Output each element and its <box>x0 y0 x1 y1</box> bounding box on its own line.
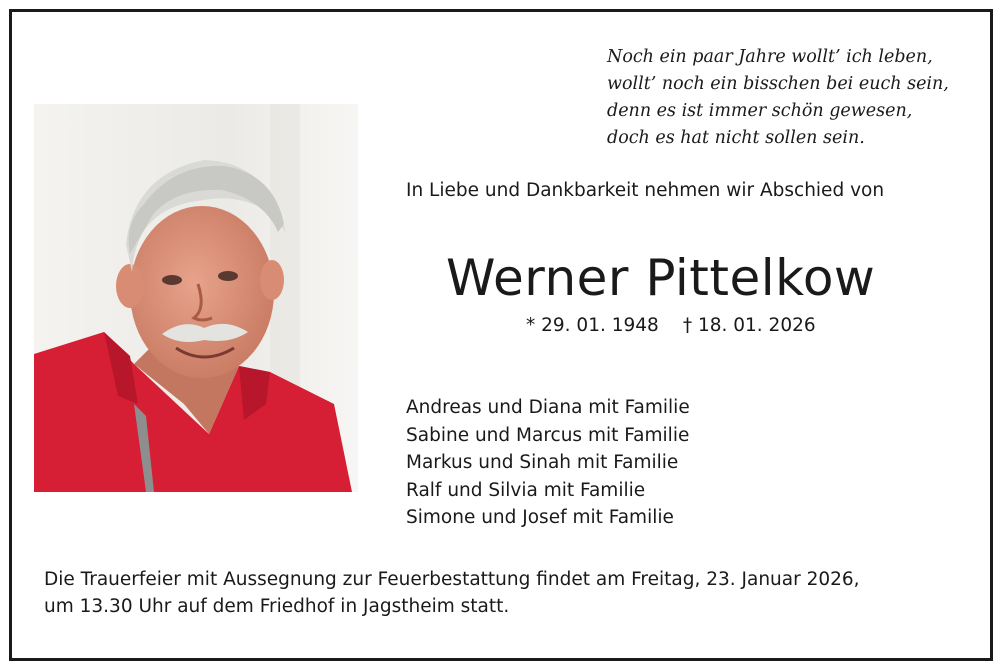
portrait-photo <box>34 104 358 492</box>
farewell-intro: In Liebe und Dankbarkeit nehmen wir Abschied von <box>406 180 885 201</box>
memorial-poem <box>607 44 967 152</box>
death-date: † 18. 01. 2026 <box>682 315 816 336</box>
service-line: um 13.30 Uhr auf dem Friedhof in Jagstheim statt. <box>44 596 510 617</box>
deceased-name: Werner Pittelkow <box>446 249 876 307</box>
portrait-illustration <box>34 104 358 492</box>
mourner-item: Ralf und Silvia mit Familie <box>406 479 646 501</box>
life-dates <box>526 313 946 339</box>
mourner-item: Markus und Sinah mit Familie <box>406 452 679 473</box>
poem-line: wollt’ noch ein bisschen bei euch sein, <box>607 74 949 94</box>
mourner-item: Sabine und Marcus mit Familie <box>406 424 690 446</box>
funeral-service-notice <box>44 566 964 620</box>
birth-date: * 29. 01. 1948 <box>526 315 659 336</box>
mourner-item: Andreas und Diana mit Familie <box>406 397 690 418</box>
poem-line: denn es ist immer schön gewesen, <box>607 101 913 121</box>
service-line: Die Trauerfeier mit Aussegnung zur Feuerbestattung findet am Freitag, 23. Januar 2026, <box>44 569 860 590</box>
poem-line: Noch ein paar Jahre wollt’ ich leben, <box>607 47 933 67</box>
poem-line: doch es hat nicht sollen sein. <box>607 128 865 148</box>
mourners-list <box>406 394 826 532</box>
mourner-item: Simone und Josef mit Familie <box>406 507 674 528</box>
